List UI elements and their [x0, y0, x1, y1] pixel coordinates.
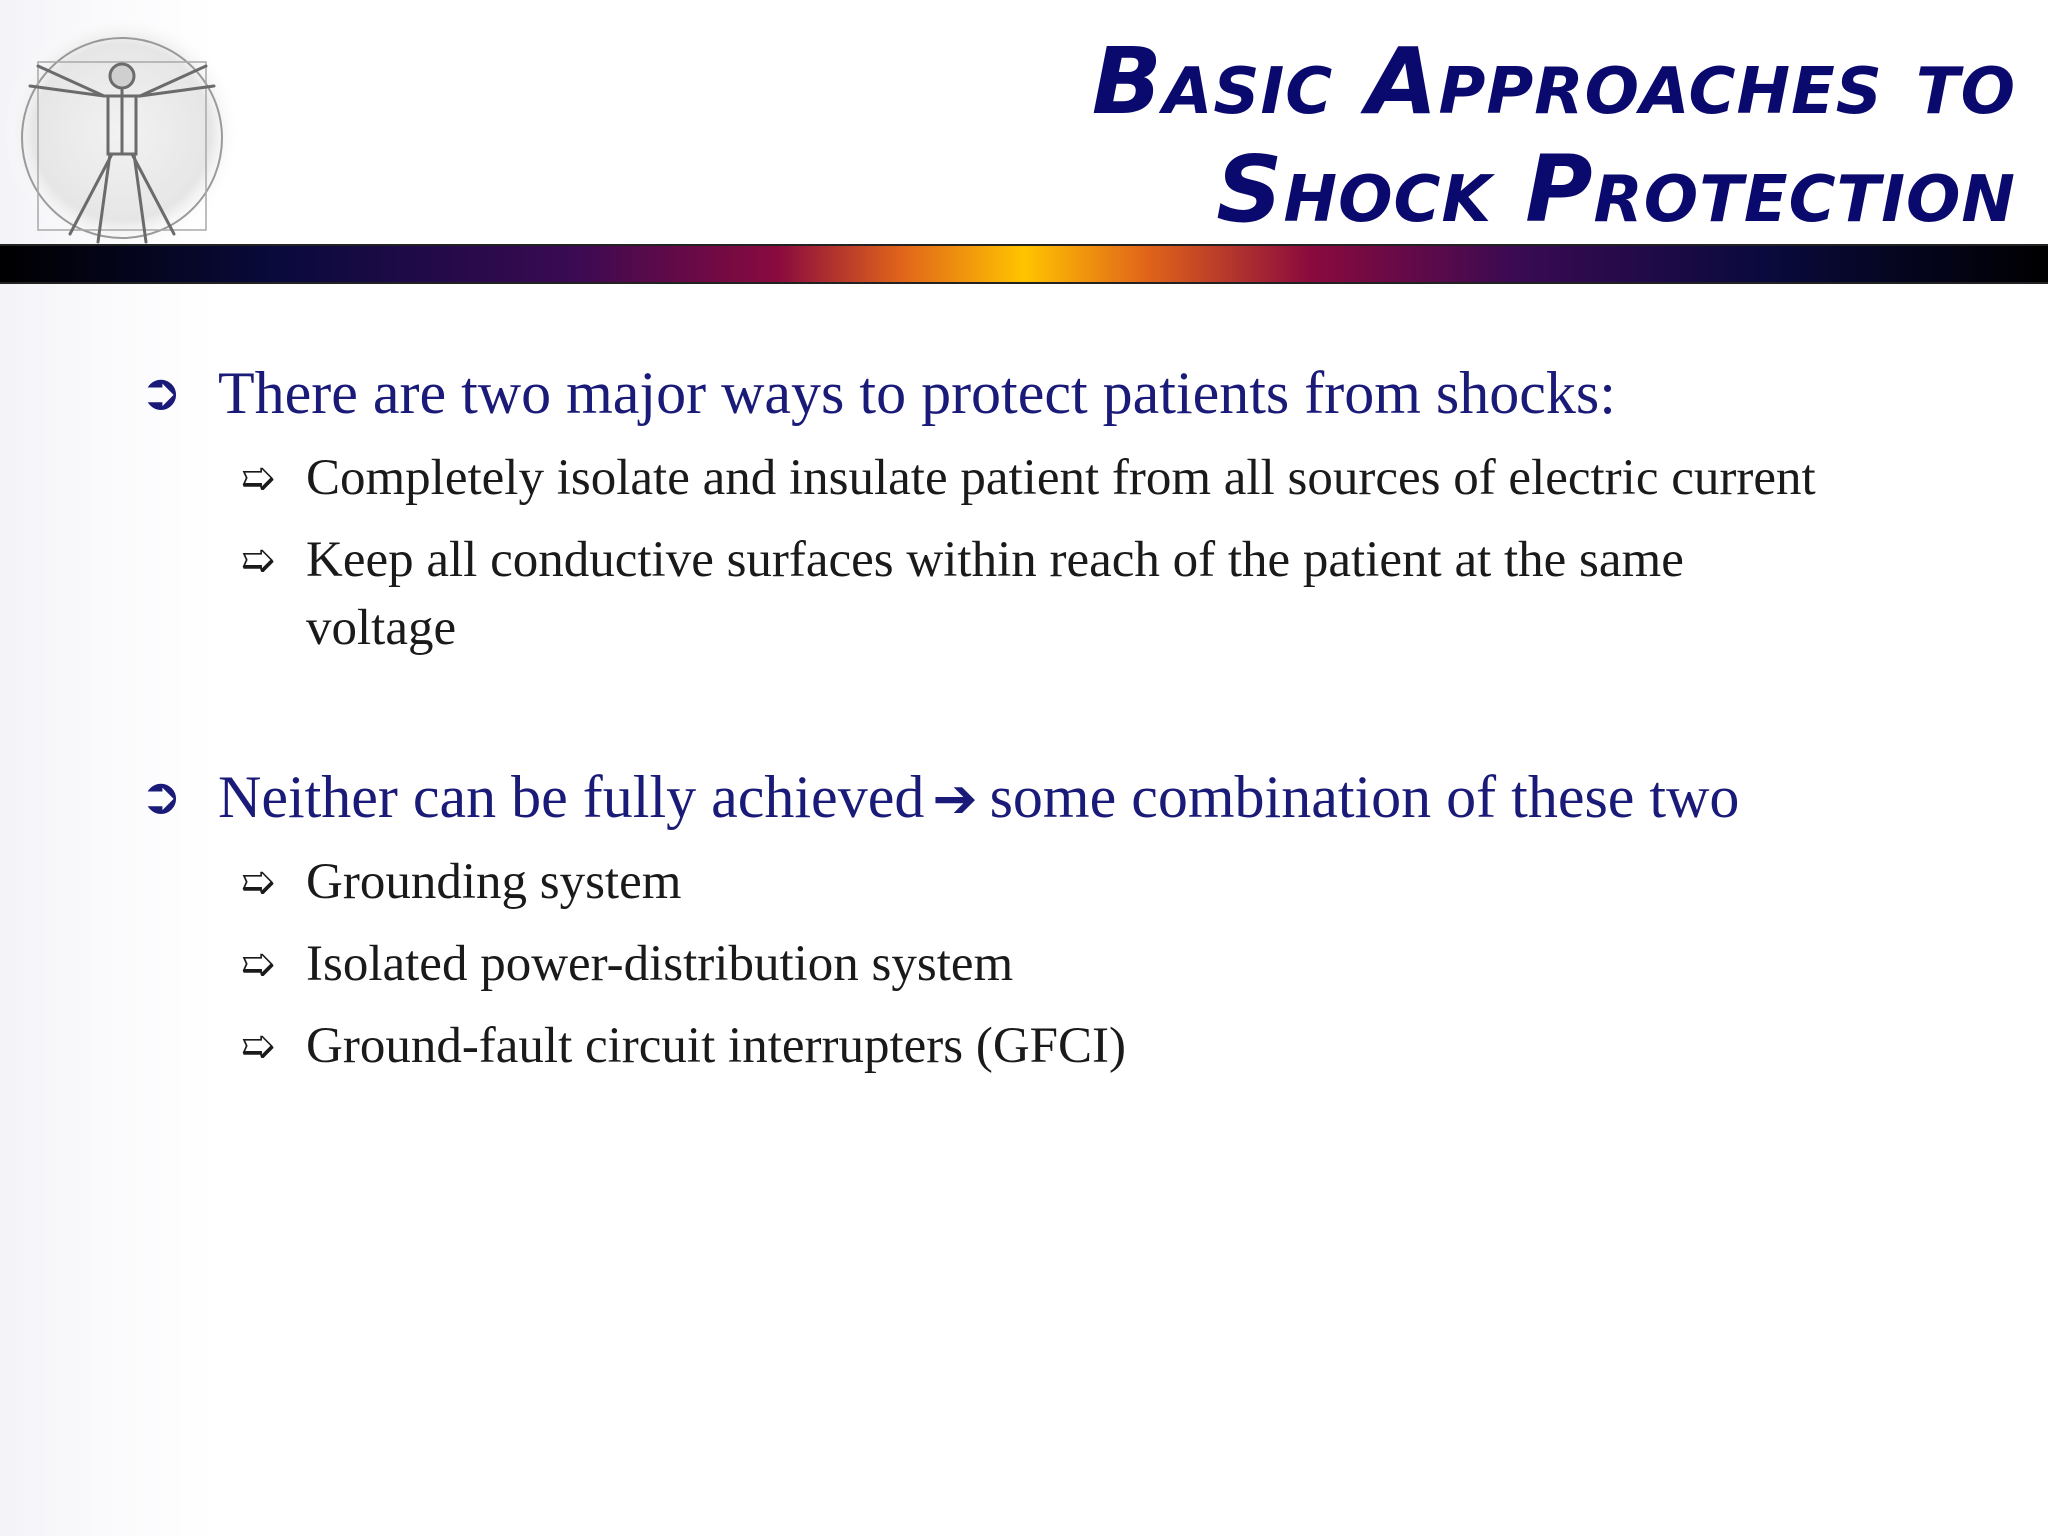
sub-bullet-1-1-text: Completely isolate and insulate patient from all sources of electric current: [306, 450, 1816, 506]
bullet-1-text: There are two major ways to protect patients from shocks:: [218, 360, 1616, 426]
bullet-2-text-before: Neither can be fully achieved: [218, 764, 925, 830]
hollow-arrow-icon: ➯: [240, 453, 276, 502]
bullet-2: [140, 760, 2020, 835]
circled-arrow-icon: ➲: [140, 363, 182, 421]
sub-bullet-2-1-text: Grounding system: [306, 854, 682, 910]
title-line-2: Shock Protection: [1216, 136, 2016, 243]
hollow-arrow-icon: ➯: [240, 535, 276, 584]
sub-bullet-2-2-text: Isolated power-distribution system: [306, 936, 1014, 992]
hollow-arrow-icon: ➯: [240, 857, 276, 906]
sub-bullet-1-2-text: Keep all conductive surfaces within reach of the patient at the same voltage: [306, 532, 1684, 656]
title-line-1: Basic Approaches to: [1091, 28, 2016, 135]
circled-arrow-icon: ➲: [140, 767, 182, 825]
sub-bullet-1-2: [240, 526, 1820, 662]
hollow-arrow-icon: ➯: [240, 1021, 276, 1070]
right-arrow-icon: ➔: [932, 767, 978, 830]
sub-bullet-2-3-text: Ground-fault circuit interrupters (GFCI): [306, 1018, 1127, 1074]
sub-bullet-1-1: [240, 444, 2000, 512]
bullet-2-text-after: some combination of these two: [989, 764, 1740, 830]
bullet-1: [140, 356, 2020, 429]
sub-bullet-2-1: [240, 848, 2000, 916]
sub-bullet-2-3: [240, 1012, 2000, 1080]
hollow-arrow-icon: ➯: [240, 939, 276, 988]
sub-bullet-2-2: [240, 930, 2000, 998]
